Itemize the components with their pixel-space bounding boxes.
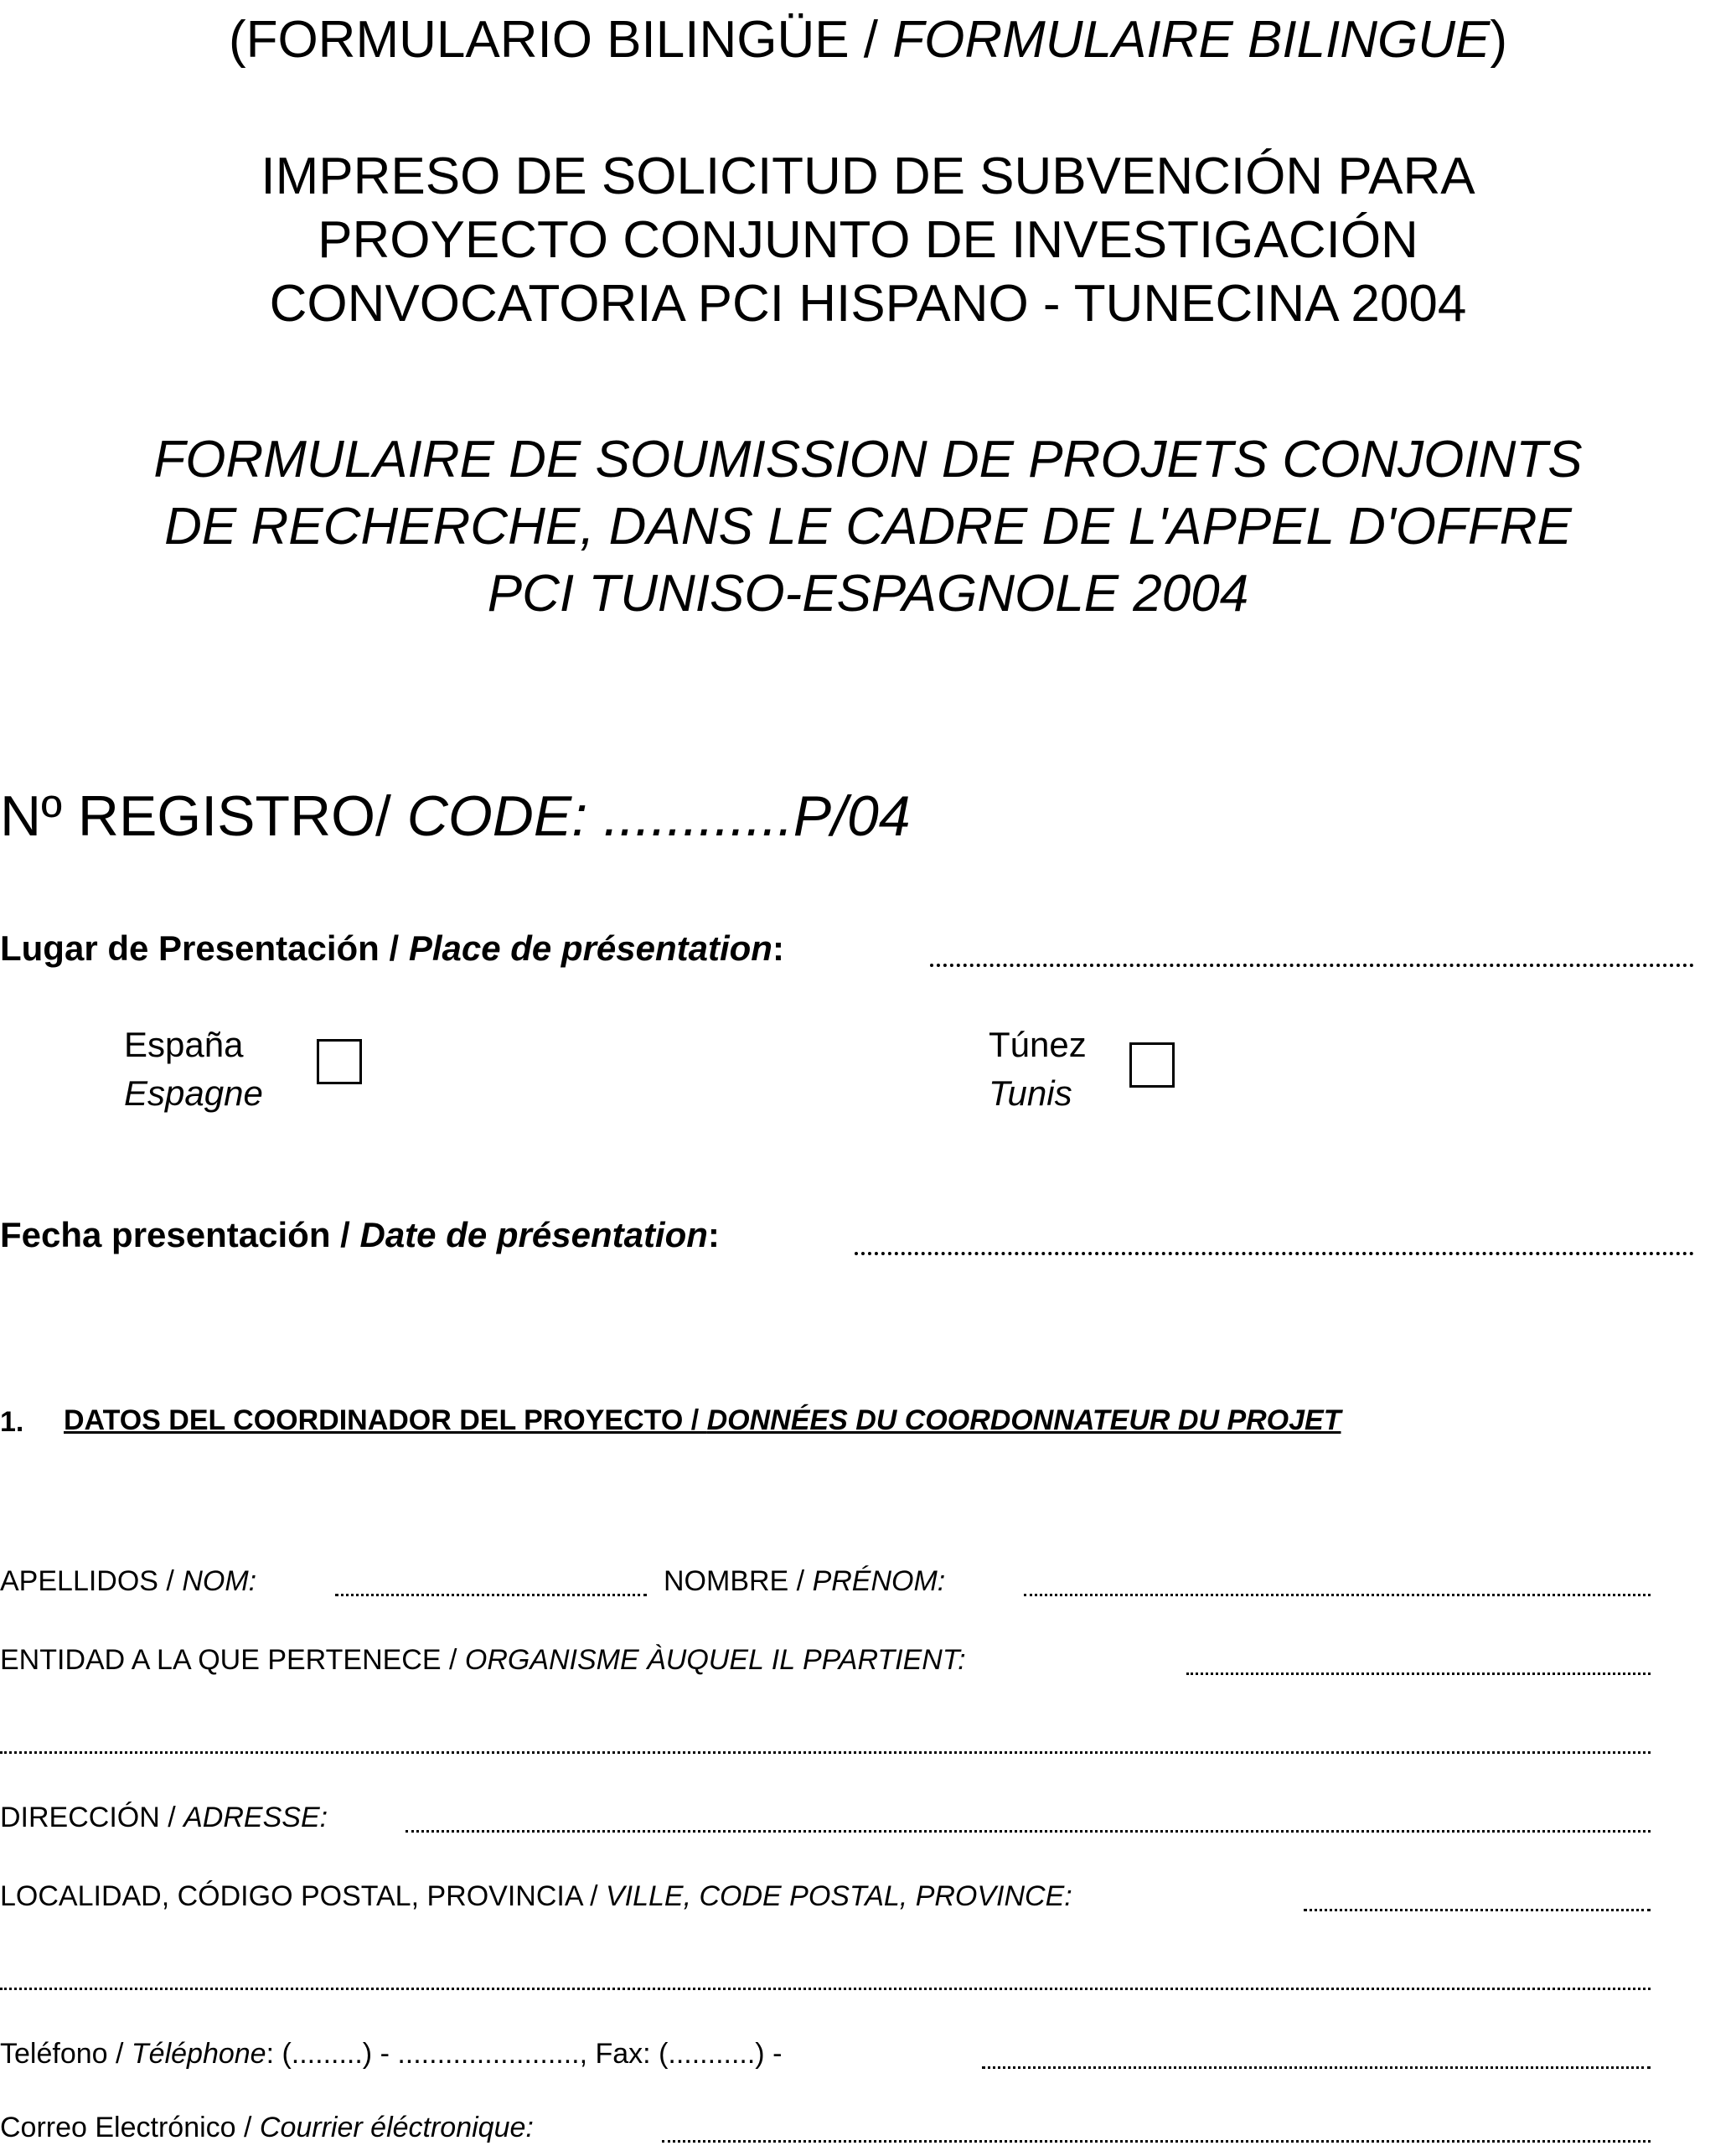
fecha-label xyxy=(0,1215,720,1255)
option-espana-label xyxy=(124,1021,263,1118)
apellidos-label-fr: NOM: xyxy=(182,1565,257,1597)
tunez-es: Túnez xyxy=(989,1025,1087,1064)
registro-label-fr: CODE: ............P/04 xyxy=(390,784,911,848)
telefono-label-es: Teléfono / xyxy=(0,2038,132,2070)
espana-fr: Espagne xyxy=(124,1073,263,1113)
entidad-input-line-2[interactable] xyxy=(0,1751,1651,1754)
tunez-checkbox[interactable] xyxy=(1129,1042,1175,1088)
localidad-input-line-2[interactable] xyxy=(0,1988,1651,1990)
tunez-fr: Tunis xyxy=(989,1073,1072,1113)
fecha-label-es: Fecha presentación / xyxy=(0,1215,360,1254)
bilingual-fr: FORMULAIRE BILINGUE xyxy=(892,11,1491,69)
correo-label xyxy=(0,2112,534,2144)
lugar-label xyxy=(0,928,784,969)
nombre-label-fr: PRÉNOM: xyxy=(812,1565,946,1597)
localidad-input-line[interactable] xyxy=(1304,1909,1651,1911)
section-1-title-es: DATOS DEL COORDINADOR DEL PROYECTO / xyxy=(64,1404,707,1436)
entidad-input-line[interactable] xyxy=(1186,1673,1651,1675)
es-title-line-2: PROYECTO CONJUNTO DE INVESTIGACIÓN xyxy=(318,211,1418,269)
localidad-label-es: LOCALIDAD, CÓDIGO POSTAL, PROVINCIA / xyxy=(0,1880,606,1912)
fr-title-line-3: PCI TUNISO-ESPAGNOLE 2004 xyxy=(487,565,1249,623)
registro-code xyxy=(0,783,911,849)
lugar-colon: : xyxy=(772,928,784,968)
fecha-colon: : xyxy=(707,1215,720,1254)
section-1-title-fr: DONNÉES DU COORDONNATEUR DU PROJET xyxy=(706,1404,1341,1436)
correo-input-line[interactable] xyxy=(662,2140,1651,2143)
nombre-input-line[interactable] xyxy=(1024,1594,1651,1596)
direccion-input-line[interactable] xyxy=(406,1830,1651,1833)
lugar-input-line[interactable] xyxy=(930,964,1694,967)
fr-title-line-1: FORMULAIRE DE SOUMISSION DE PROJETS CONJOINTS xyxy=(153,431,1583,489)
nombre-label xyxy=(664,1565,945,1598)
option-tunez-label xyxy=(989,1021,1087,1118)
entidad-label xyxy=(0,1644,966,1677)
fax-input-line[interactable] xyxy=(982,2066,1651,2069)
lugar-label-fr: Place de présentation xyxy=(408,928,772,968)
telefono-fax-label xyxy=(0,2038,782,2071)
section-1-number: 1. xyxy=(0,1406,24,1438)
localidad-label-fr: VILLE, CODE POSTAL, PROVINCE: xyxy=(605,1880,1072,1912)
fr-title-line-2: DE RECHERCHE, DANS LE CADRE DE L'APPEL D'OFFRE xyxy=(164,498,1572,556)
entidad-label-es: ENTIDAD A LA QUE PERTENECE / xyxy=(0,1644,465,1676)
telefono-label-fr: Téléphone xyxy=(131,2038,266,2070)
direccion-label-fr: ADRESSE: xyxy=(183,1802,328,1833)
bilingual-es: (FORMULARIO BILINGÜE / xyxy=(228,11,893,69)
espana-checkbox[interactable] xyxy=(317,1039,362,1084)
espana-es: España xyxy=(124,1025,244,1064)
direccion-label xyxy=(0,1802,328,1834)
telefono-fax-inputs[interactable]: : (.........) - ......................., Fax: (...........) - xyxy=(266,2038,783,2070)
localidad-label xyxy=(0,1880,1072,1913)
bilingual-close: ) xyxy=(1490,11,1508,69)
apellidos-label-es: APELLIDOS / xyxy=(0,1565,183,1597)
section-1-title xyxy=(64,1404,1341,1437)
apellidos-input-line[interactable] xyxy=(335,1594,647,1596)
fecha-label-fr: Date de présentation xyxy=(359,1215,708,1254)
es-title-line-3: CONVOCATORIA PCI HISPANO - TUNECINA 2004 xyxy=(269,275,1467,333)
correo-label-es: Correo Electrónico / xyxy=(0,2112,260,2143)
nombre-label-es: NOMBRE / xyxy=(664,1565,813,1597)
direccion-label-es: DIRECCIÓN / xyxy=(0,1802,184,1833)
entidad-label-fr: ORGANISME ÀUQUEL IL PPARTIENT: xyxy=(464,1644,966,1676)
es-title-line-1: IMPRESO DE SOLICITUD DE SUBVENCIÓN PARA xyxy=(261,147,1475,205)
lugar-label-es: Lugar de Presentación / xyxy=(0,928,409,968)
apellidos-label xyxy=(0,1565,256,1598)
correo-label-fr: Courrier éléctronique: xyxy=(259,2112,534,2143)
fecha-input-line[interactable] xyxy=(855,1252,1694,1255)
registro-label-es: Nº REGISTRO/ xyxy=(0,784,391,848)
bilingual-heading xyxy=(0,8,1736,72)
